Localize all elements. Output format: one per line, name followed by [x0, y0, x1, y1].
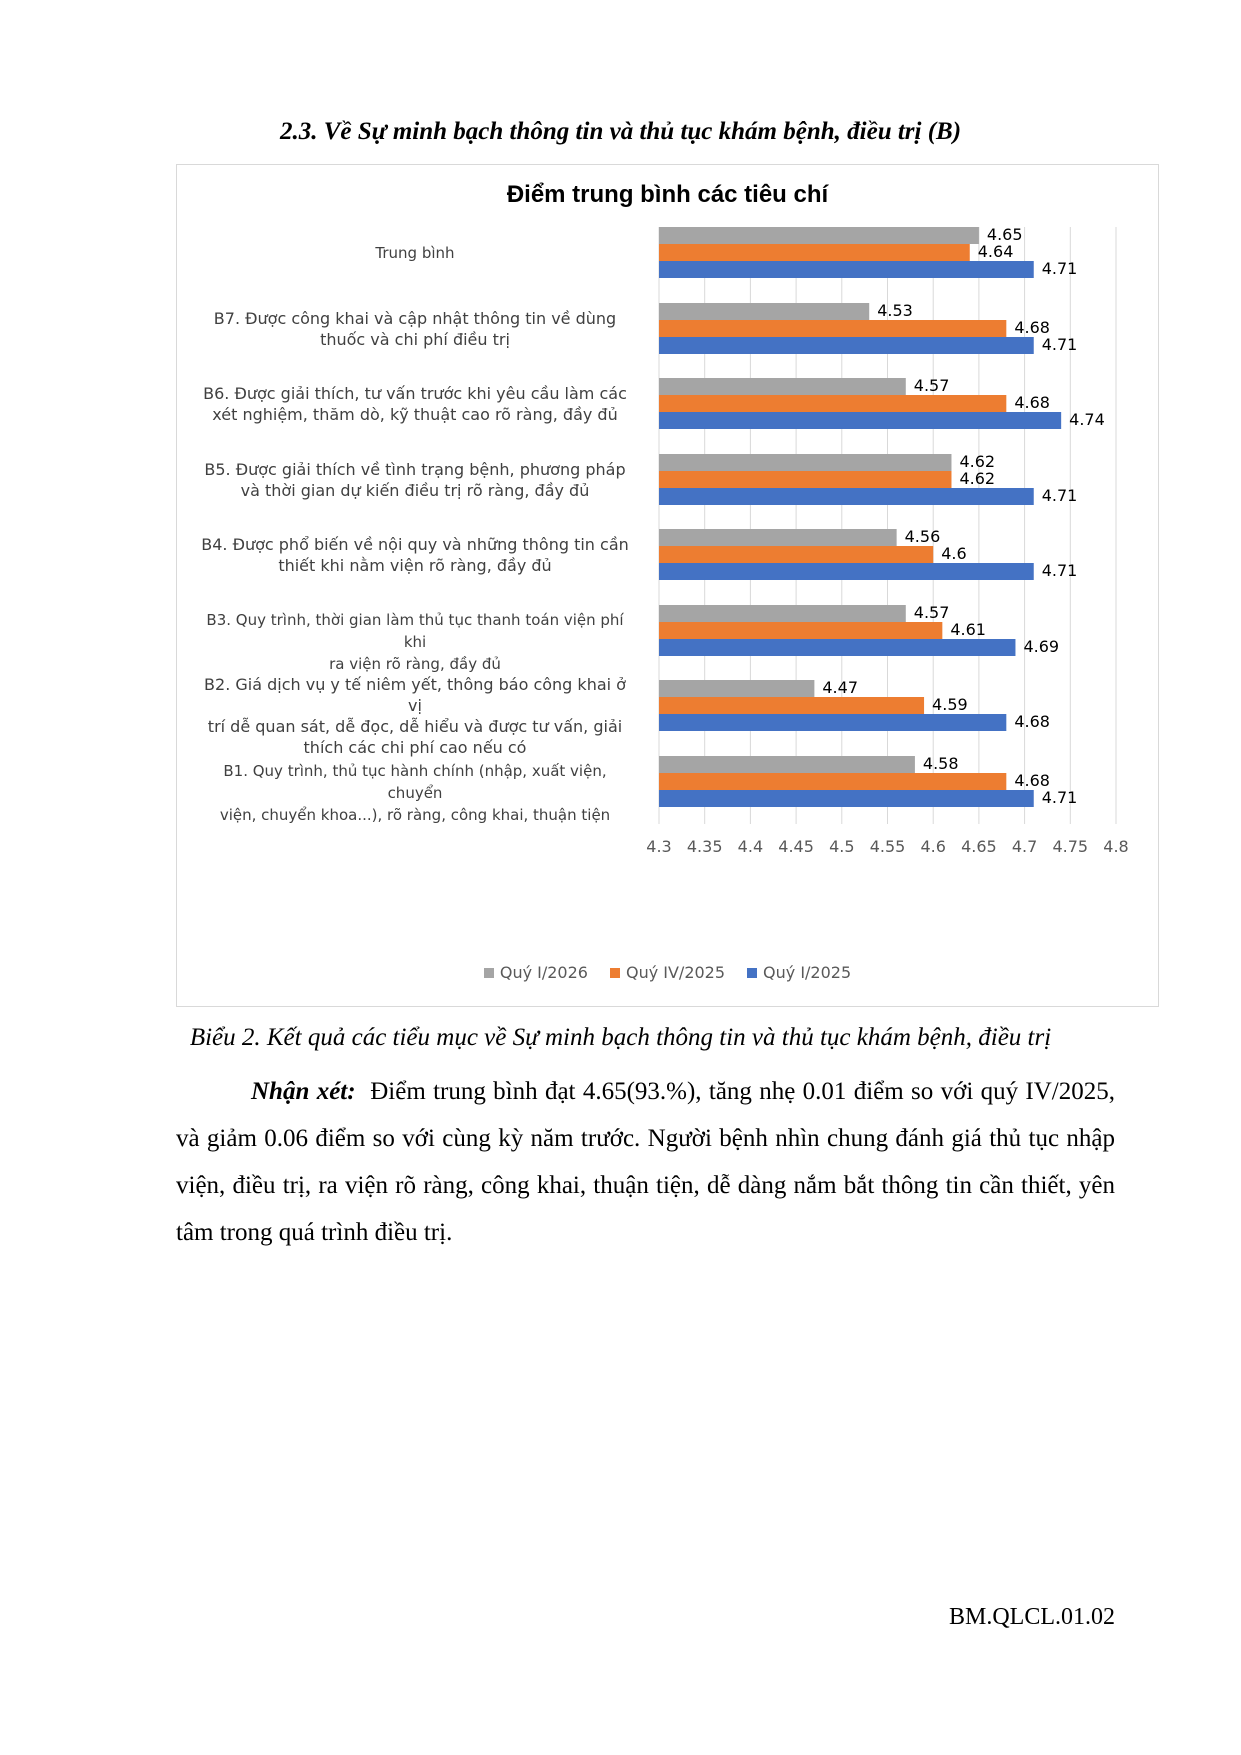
category-label: [195, 534, 635, 576]
legend-item: [610, 963, 725, 982]
data-label: 4.62: [959, 452, 996, 471]
category-label: [195, 760, 635, 826]
category-label-line: B4. Được phổ biến về nội quy và những thông tin cần: [201, 534, 629, 554]
category-label-line: thích các chi phí cao nếu có: [303, 738, 527, 757]
bar: [659, 639, 1015, 656]
category-label-line: B2. Giá dịch vụ y tế niêm yết, thông báo công khai ở vị: [204, 675, 626, 715]
category-label-line: và thời gian dự kiến điều trị rõ ràng, đầy đủ: [240, 480, 590, 500]
bar: [659, 337, 1034, 354]
bar: [659, 714, 1006, 731]
bar: [659, 395, 1006, 412]
bar: [659, 488, 1034, 505]
category-label-line: B5. Được giải thích về tình trạng bệnh, phương pháp: [204, 459, 626, 479]
data-label: 4.59: [932, 695, 968, 714]
category-label: [195, 459, 635, 501]
data-label: 4.74: [1069, 410, 1105, 429]
data-label: 4.47: [822, 678, 859, 697]
chart-title: Điểm trung bình các tiêu chí: [506, 181, 829, 208]
bar: [659, 529, 897, 546]
bar: [659, 622, 942, 639]
legend-label: Quý I/2026: [499, 963, 588, 982]
category-label-line: viện, chuyển khoa...), rõ ràng, công khai, thuận tiện: [219, 805, 611, 824]
bar-chart: [177, 165, 1158, 1006]
data-label: 4.71: [1041, 486, 1078, 505]
bar: [659, 546, 933, 563]
bar: [659, 605, 906, 622]
data-label: 4.68: [1014, 712, 1050, 731]
x-tick-label: 4.55: [869, 837, 906, 856]
x-tick-label: 4.5: [829, 837, 855, 856]
category-label-line: B7. Được công khai và cập nhật thông tin về dùng: [213, 308, 617, 328]
x-tick-label: 4.3: [646, 837, 672, 856]
x-tick-label: 4.75: [1052, 837, 1089, 856]
bar: [659, 303, 869, 320]
comment-text: Điểm trung bình đạt 4.65(93.%), tăng nhẹ 0.01 điểm so với quý IV/2025, và giảm 0.06 điểm so với cùng kỳ năm trước. Người bệnh nhìn chung đánh giá thủ tục nhập viện, điều trị, ra viện rõ ràng, công khai, thuận tiện, dễ dàng nắm bắt thông tin cần thiết, yên tâm trong quá trình điều trị.: [176, 1078, 1116, 1246]
legend-item: [484, 963, 588, 982]
x-tick-label: 4.4: [737, 837, 764, 856]
category-label-line: B3. Quy trình, thời gian làm thủ tục thanh toán viện phí khi: [206, 610, 624, 651]
category-label-line: Trung bình: [375, 243, 455, 262]
data-label: 4.69: [1023, 637, 1060, 656]
bar: [659, 454, 951, 471]
category-label-line: ra viện rõ ràng, đầy đủ: [329, 654, 501, 673]
bar: [659, 790, 1034, 807]
data-label: 4.58: [922, 754, 959, 773]
bar: [659, 244, 970, 261]
footer-code: BM.QLCL.01.02: [948, 1604, 1115, 1630]
bar: [659, 227, 979, 244]
category-label: [195, 383, 635, 425]
data-label: 4.62: [959, 469, 996, 488]
data-label: 4.64: [977, 242, 1014, 261]
category-label-line: B6. Được giải thích, tư vấn trước khi yêu cầu làm các: [203, 383, 627, 403]
x-tick-label: 4.8: [1103, 837, 1129, 856]
category-label: [195, 674, 635, 758]
bar: [659, 680, 814, 697]
legend-swatch: [484, 968, 494, 978]
data-label: 4.57: [913, 603, 950, 622]
bar: [659, 773, 1006, 790]
category-label: [195, 609, 635, 675]
data-label: 4.71: [1041, 259, 1078, 278]
data-label: 4.71: [1041, 561, 1078, 580]
category-label: [195, 308, 635, 350]
data-label: 4.68: [1014, 393, 1050, 412]
bar: [659, 563, 1034, 580]
comment-paragraph: [176, 1068, 1115, 1256]
x-tick-label: 4.45: [778, 837, 814, 856]
chart-frame: [176, 164, 1159, 1007]
category-label-line: trí dễ quan sát, dễ đọc, dễ hiểu và được tư vấn, giải: [207, 717, 623, 736]
data-label: 4.57: [913, 376, 950, 395]
category-label-line: thiết khi nằm viện rõ ràng, đầy đủ: [278, 555, 552, 575]
legend-swatch: [747, 968, 757, 978]
bar: [659, 471, 951, 488]
data-label: 4.56: [904, 527, 941, 546]
bar: [659, 320, 1006, 337]
figure-caption: Biểu 2. Kết quả các tiểu mục về Sự minh bạch thông tin và thủ tục khám bệnh, điều trị: [189, 1024, 1052, 1051]
legend-item: [747, 963, 851, 982]
chart-legend: [177, 963, 1158, 982]
bar: [659, 261, 1034, 278]
data-label: 4.68: [1014, 771, 1050, 790]
x-tick-label: 4.35: [686, 837, 723, 856]
x-tick-label: 4.6: [920, 837, 946, 856]
category-label-line: B1. Quy trình, thủ tục hành chính (nhập, xuất viện, chuyển: [223, 761, 607, 802]
section-heading: 2.3. Về Sự minh bạch thông tin và thủ tục khám bệnh, điều trị (B): [279, 118, 962, 145]
legend-label: Quý I/2025: [763, 963, 852, 982]
data-label: 4.61: [950, 620, 986, 639]
comment-lead: Nhận xét:: [251, 1078, 356, 1105]
category-label-line: thuốc và chi phí điều trị: [320, 329, 510, 349]
category-label: [195, 242, 635, 264]
data-label: 4.6: [941, 544, 967, 563]
x-tick-label: 4.65: [961, 837, 997, 856]
data-label: 4.71: [1041, 335, 1078, 354]
bar: [659, 697, 924, 714]
bar: [659, 378, 906, 395]
data-label: 4.68: [1014, 318, 1050, 337]
legend-swatch: [610, 968, 620, 978]
bar: [659, 756, 915, 773]
data-label: 4.65: [986, 225, 1023, 244]
category-label-line: xét nghiệm, thăm dò, kỹ thuật cao rõ ràng, đầy đủ: [212, 404, 618, 424]
legend-label: Quý IV/2025: [625, 963, 726, 982]
x-tick-label: 4.7: [1011, 837, 1038, 856]
data-label: 4.53: [877, 301, 913, 320]
bar: [659, 412, 1061, 429]
data-label: 4.71: [1041, 788, 1078, 807]
